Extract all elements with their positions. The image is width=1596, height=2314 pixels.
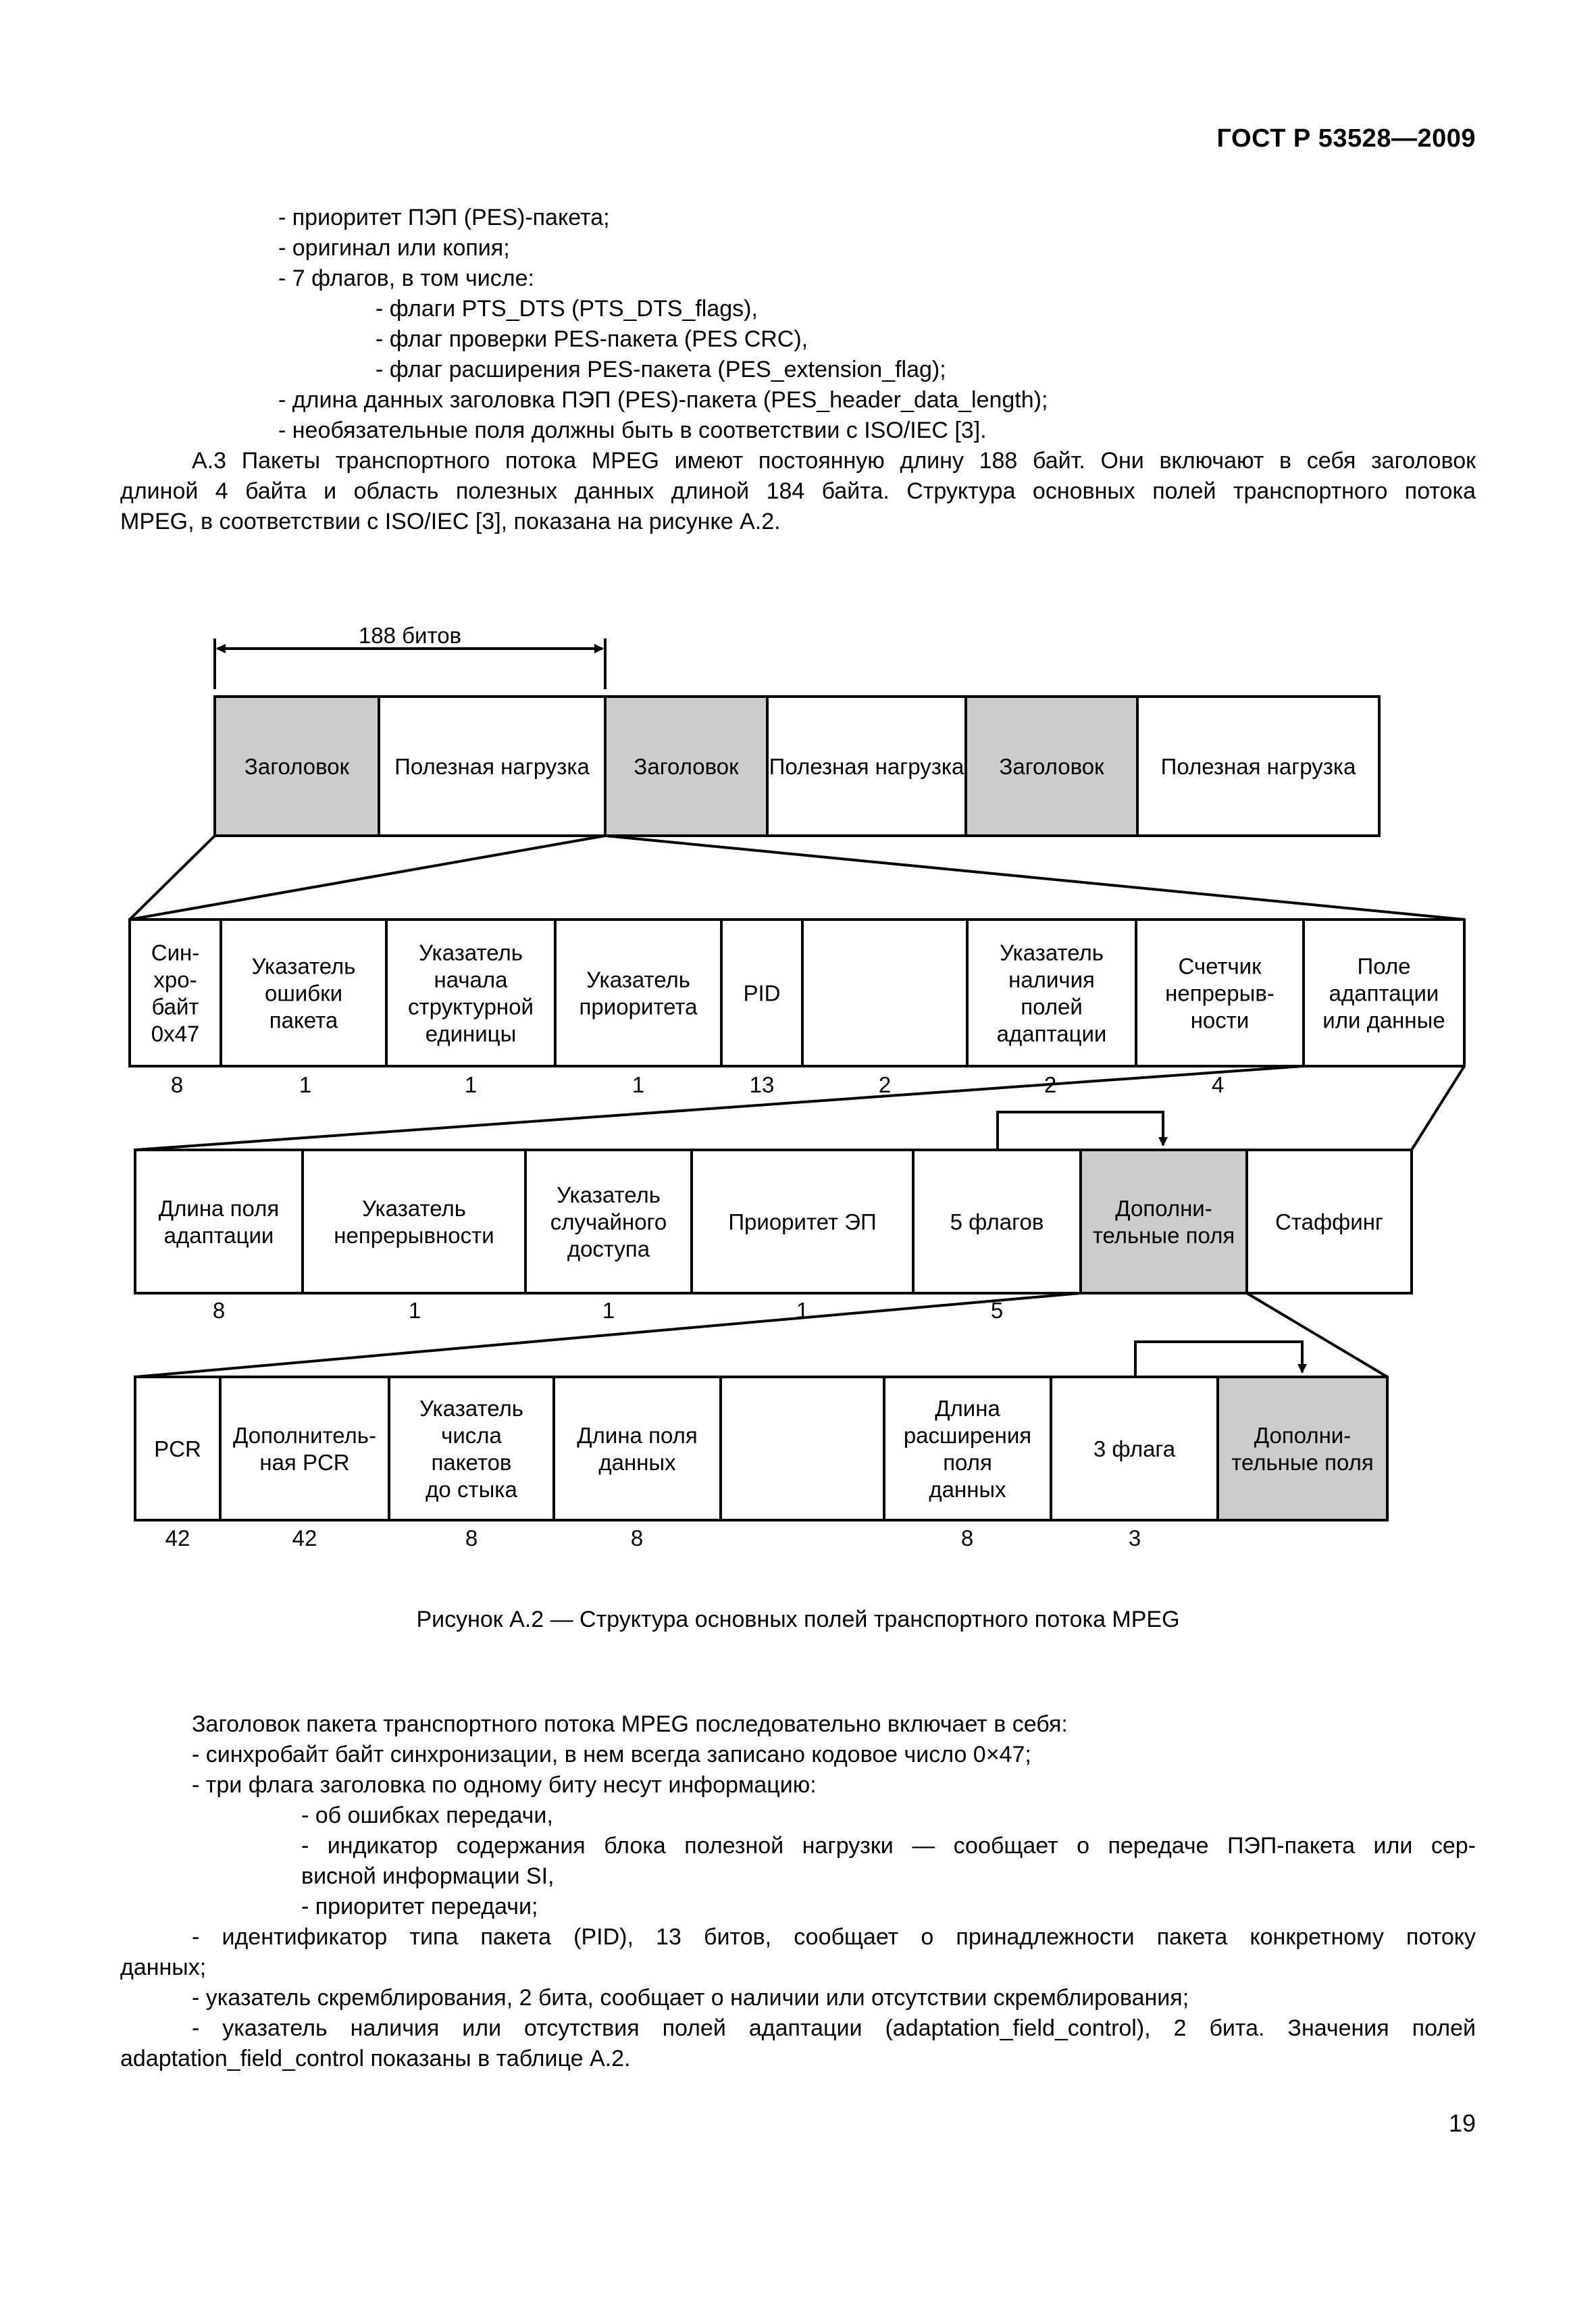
row4-cell-label: до стыка — [426, 1477, 517, 1502]
flag-arrow — [998, 1112, 1163, 1150]
row3-cell-label: Указатель — [557, 1182, 661, 1207]
row1-cell-label: Заголовок — [999, 754, 1104, 779]
row4-cell-label: пакетов — [431, 1450, 512, 1475]
list-item: - флаг проверки PES-пакета (PES CRC), — [376, 326, 808, 352]
row4-bit-width: 8 — [960, 1526, 974, 1551]
body-line: - три флага заголовка по одному биту несут информацию: — [192, 1772, 817, 1798]
row2-cell-label: Син- — [151, 940, 200, 965]
row3-cell-label: тельные поля — [1092, 1223, 1235, 1248]
row2-cell-label: единицы — [425, 1021, 517, 1047]
row4-cell-label: PCR — [154, 1436, 201, 1461]
row4-bit-width: 42 — [292, 1526, 317, 1551]
row3-bit-width: 5 — [990, 1298, 1004, 1323]
row4-cell-label: Указатель — [419, 1396, 523, 1421]
row1-cell-label: Полезная нагрузка — [769, 754, 964, 779]
row4-bit-width: 3 — [1128, 1526, 1141, 1551]
row2-bit-width: 1 — [632, 1072, 645, 1097]
body-line: Заголовок пакета транспортного потока MPEG последовательно включает в себя: — [192, 1711, 1068, 1737]
paragraph-a3-line: MPEG, в соответствии с ISO/IEC [3], показана на рисунке А.2. — [120, 509, 781, 534]
expand-line — [1247, 1293, 1387, 1377]
row3-bit-width: 1 — [796, 1298, 809, 1323]
row4-cell-label: расширения — [903, 1423, 1032, 1448]
body-line: - указатель наличия или отсутствия полей адаптации (adaptation_field_control), 2 бита. Значения полей — [192, 2015, 1476, 2041]
row1-cell-label: Полезная нагрузка — [1160, 754, 1356, 779]
row4-cell-label: поля — [943, 1450, 992, 1475]
list-item: - флаг расширения PES-пакета (PES_extension_flag); — [376, 357, 946, 382]
body-line: - индикатор содержания блока полезной нагрузки — сообщает о передаче ПЭП-пакета или сер- — [301, 1833, 1476, 1859]
row4-cell — [1218, 1377, 1387, 1520]
row2-cell-label: ошибки — [264, 980, 343, 1006]
body-line: данных; — [120, 1955, 207, 1980]
row2-cell-label: приоритета — [579, 994, 698, 1020]
expand-line — [605, 836, 1464, 920]
row4-cell-label: ная PCR — [259, 1450, 350, 1475]
row2-cell-label: Указатель — [1000, 940, 1104, 965]
body-line: - указатель скремблирования, 2 бита, сообщает о наличии или отсутствии скремблирования; — [192, 1985, 1189, 2011]
row3-cell-label: адаптации — [163, 1223, 274, 1248]
list-item: - необязательные поля должны быть в соответствии с ISO/IEC [3]. — [278, 418, 987, 443]
body-line: - идентификатор типа пакета (PID), 13 битов, сообщает о принадлежности пакета конкретному потоку — [192, 1924, 1476, 1950]
row2-bit-width: 4 — [1211, 1072, 1225, 1097]
row2-cell-label: наличия — [1008, 967, 1095, 992]
list-item: - 7 флагов, в том числе: — [278, 266, 534, 291]
row4-cell-label: тельные поля — [1231, 1450, 1374, 1475]
row4-bit-width: 42 — [165, 1526, 190, 1551]
row3-cell-label: 5 флагов — [950, 1209, 1044, 1234]
row2-cell-label: адаптации — [1329, 980, 1439, 1006]
row4-cell — [220, 1377, 389, 1520]
row2-cell-label: Указатель — [586, 967, 690, 992]
row4-cell-label: Длина поля — [577, 1423, 698, 1448]
standard-header: ГОСТ Р 53528—2009 — [1216, 124, 1476, 153]
row3-bit-width: 8 — [212, 1298, 226, 1323]
row3-bit-width: 1 — [408, 1298, 421, 1323]
row2-cell-label: ности — [1190, 1007, 1250, 1033]
row2-cell-label: хро- — [153, 967, 197, 992]
row4-cell-label: данных — [929, 1477, 1006, 1502]
row2-cell-label: или данные — [1322, 1007, 1445, 1033]
flag-arrow — [1135, 1342, 1302, 1377]
row2-cell-label: адаптации — [996, 1021, 1107, 1047]
row3-adaptation-fields — [135, 1150, 1412, 1323]
row2-cell-label: полей — [1021, 994, 1083, 1020]
row3-bit-width: 1 — [602, 1298, 615, 1323]
expand-line — [1412, 1066, 1464, 1150]
row4-bit-width: 8 — [630, 1526, 644, 1551]
row3-cell-label: Стаффинг — [1275, 1209, 1383, 1234]
row2-bit-width: 1 — [299, 1072, 312, 1097]
list-item: - приоритет ПЭП (PES)-пакета; — [278, 205, 610, 230]
body-line: - об ошибках передачи, — [301, 1803, 553, 1828]
row4-optional-fields — [135, 1377, 1387, 1551]
row2-cell-label: структурной — [408, 994, 534, 1020]
body-line: - приоритет передачи; — [301, 1894, 538, 1919]
row2-bit-width: 2 — [1044, 1072, 1057, 1097]
row3-cell-label: Дополни- — [1115, 1196, 1212, 1221]
row2-cell-label: пакета — [269, 1007, 338, 1033]
row1-packets — [215, 697, 1379, 836]
row2-cell-label: PID — [743, 980, 781, 1006]
paragraph-a3-line: длиной 4 байта и область полезных данных длиной 184 байта. Структура основных полей транспортного потока — [120, 478, 1476, 504]
row4-cell-label: Дополни- — [1254, 1423, 1352, 1448]
row2-bit-width: 13 — [749, 1072, 775, 1097]
row1-cell-label: Заголовок — [634, 754, 739, 779]
row3-cell-label: Указатель — [362, 1196, 466, 1221]
page-number: 19 — [1448, 2109, 1476, 2137]
row2-cell-label: начала — [434, 967, 508, 992]
row2-header-fields — [130, 920, 1464, 1097]
row4-cell-label: 3 флага — [1093, 1436, 1176, 1461]
row1-cell-label: Заголовок — [244, 754, 350, 779]
row3-cell — [303, 1150, 525, 1293]
row3-cell-label: непрерывности — [334, 1223, 494, 1248]
row4-cell-label: Длина — [935, 1396, 1000, 1421]
list-item: - длина данных заголовка ПЭП (PES)-пакета (PES_header_data_length); — [278, 387, 1048, 413]
dimension-label: 188 битов — [358, 623, 462, 648]
row4-cell — [721, 1377, 884, 1520]
row3-cell-label: доступа — [567, 1236, 650, 1261]
row2-cell — [555, 920, 721, 1066]
row4-bit-width: 8 — [465, 1526, 478, 1551]
row2-cell-label: 0x47 — [151, 1021, 200, 1047]
row3-cell — [135, 1150, 303, 1293]
body-line: - синхробайт байт синхронизации, в нем всегда записано кодовое число 0×47; — [192, 1742, 1031, 1767]
row2-cell-label: Счетчик — [1178, 953, 1262, 979]
row1-cell-label: Полезная нагрузка — [394, 754, 590, 779]
row2-bit-width: 8 — [170, 1072, 184, 1097]
row4-cell — [554, 1377, 721, 1520]
row4-cell-label: Дополнитель- — [233, 1423, 376, 1448]
row2-bit-width: 2 — [878, 1072, 892, 1097]
row3-cell-label: Длина поля — [158, 1196, 280, 1221]
row2-cell-label: Поле — [1357, 953, 1411, 979]
body-line: adaptation_field_control показаны в таблице А.2. — [120, 2046, 631, 2071]
row2-cell-label: байт — [151, 994, 199, 1020]
row3-cell — [1081, 1150, 1247, 1293]
list-item: - оригинал или копия; — [278, 235, 510, 261]
body-line: висной информации SI, — [301, 1863, 555, 1889]
row4-cell-label: данных — [598, 1450, 676, 1475]
row3-cell-label: случайного — [550, 1209, 667, 1234]
row2-cell-label: непрерыв- — [1165, 980, 1275, 1006]
row2-cell-label: Указатель — [251, 953, 356, 979]
figure-caption: Рисунок А.2 — Структура основных полей транспортного потока MPEG — [416, 1607, 1180, 1632]
row2-bit-width: 1 — [464, 1072, 478, 1097]
row3-cell-label: Приоритет ЭП — [728, 1209, 877, 1234]
row2-cell — [802, 920, 967, 1066]
row4-cell-label: числа — [441, 1423, 502, 1448]
paragraph-a3-line: А.3 Пакеты транспортного потока MPEG имеют постоянную длину 188 байт. Они включают в себя заголовок — [192, 448, 1476, 474]
row2-cell-label: Указатель — [419, 940, 523, 965]
list-item: - флаги PTS_DTS (PTS_DTS_flags), — [376, 296, 758, 322]
